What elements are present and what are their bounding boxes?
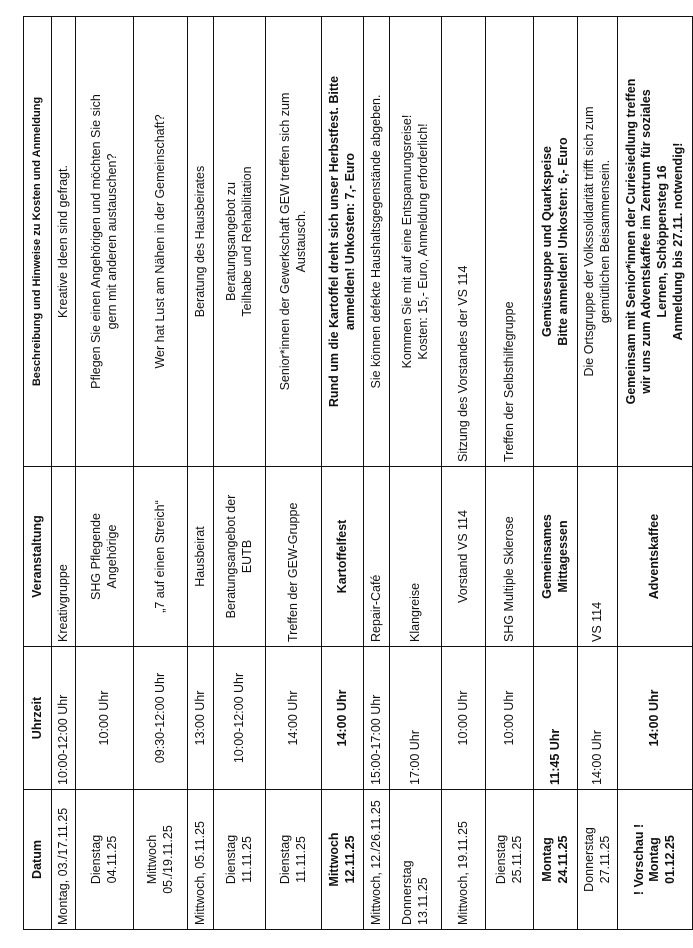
row-description: Beratung des Hausbeirates: [188, 17, 214, 467]
row-description: Rund um die Kartoffel dreht sich unser Herbstfest. Bitte anmelden! Unkosten: 7,- Euro: [322, 17, 364, 467]
row-description: Kreative Ideen sind gefragt.: [52, 17, 76, 467]
header-time: Uhrzeit: [24, 647, 52, 790]
table-row: [188, 17, 214, 930]
row-description: Sitzung des Vorstandes der VS 114: [442, 17, 486, 467]
table-row: [390, 17, 442, 930]
row-event: Repair-Café: [364, 467, 390, 647]
row-time: 13:00 Uhr: [188, 647, 214, 790]
row-time: 14:00 Uhr: [578, 647, 618, 790]
table-row: [534, 17, 578, 930]
row-description: Treffen der Selbsthilfegruppe: [486, 17, 534, 467]
row-date: Mittwoch 05./19.11.25: [134, 790, 188, 930]
row-date: Montag, 03./17.11.25: [52, 790, 76, 930]
row-date: Mittwoch, 19.11.25: [442, 790, 486, 930]
row-description: Gemüsesuppe und Quarkspeise Bitte anmelden! Unkosten: 6,- Euro: [534, 17, 578, 467]
row-event: SHG Multiple Sklerose: [486, 467, 534, 647]
row-description: Beratungsangebot zu Teilhabe und Rehabilitation: [214, 17, 266, 467]
row-event: Klangreise: [390, 467, 442, 647]
row-description: Pflegen Sie einen Angehörigen und möchten Sie sich gern mit anderen austauschen?: [76, 17, 134, 467]
row-date: Mittwoch, 05.11.25: [188, 790, 214, 930]
table-row: [266, 17, 322, 930]
header-date: Datum: [24, 790, 52, 930]
schedule-table: [23, 16, 693, 930]
row-event: Kartoffelfest: [322, 467, 364, 647]
row-time: 10:00-12:00 Uhr: [214, 647, 266, 790]
row-event: Treffen der GEW-Gruppe: [266, 467, 322, 647]
row-date: Dienstag 11.11.25: [266, 790, 322, 930]
table-row: [486, 17, 534, 930]
row-time: 14:00 Uhr: [266, 647, 322, 790]
row-time: 14:00 Uhr: [322, 647, 364, 790]
row-description: Wer hat Lust am Nähen in der Gemeinschaft?: [134, 17, 188, 467]
row-time: 17:00 Uhr: [390, 647, 442, 790]
row-event: VS 114: [578, 467, 618, 647]
row-event: Beratungsangebot der EUTB: [214, 467, 266, 647]
row-description: Die Ortsgruppe der Volkssolidarität trifft sich zum gemütlichen Beisammensein.: [578, 17, 618, 467]
row-date: Dienstag 11.11.25: [214, 790, 266, 930]
row-time: 10:00-12:00 Uhr: [52, 647, 76, 790]
table-row: [134, 17, 188, 930]
row-event: SHG Pflegende Angehörige: [76, 467, 134, 647]
row-event: „7 auf einen Streich“: [134, 467, 188, 647]
row-time: 14:00 Uhr: [618, 647, 693, 790]
row-event: Kreativgruppe: [52, 467, 76, 647]
row-time: 11:45 Uhr: [534, 647, 578, 790]
row-event: Hausbeirat: [188, 467, 214, 647]
header-event: Veranstaltung: [24, 467, 52, 647]
row-date: Dienstag 25.11.25: [486, 790, 534, 930]
row-time: 10:00 Uhr: [442, 647, 486, 790]
table-row: [214, 17, 266, 930]
row-date: Dienstag 04.11.25: [76, 790, 134, 930]
row-date: Montag 24.11.25: [534, 790, 578, 930]
table-row: [442, 17, 486, 930]
row-time: 09:30-12:00 Uhr: [134, 647, 188, 790]
row-event: Vorstand VS 114: [442, 467, 486, 647]
row-time: 10:00 Uhr: [486, 647, 534, 790]
row-time: 15:00-17:00 Uhr: [364, 647, 390, 790]
table-row: [52, 17, 76, 930]
table-row: [364, 17, 390, 930]
row-description: Kommen Sie mit auf eine Entspannungsreise! Kosten: 15,- Euro, Anmeldung erforderlich!: [390, 17, 442, 467]
row-date: Mittwoch 12.11.25: [322, 790, 364, 930]
row-event: Adventskaffee: [618, 467, 693, 647]
table-row: [322, 17, 364, 930]
row-date: ! Vorschau ! Montag 01.12.25: [618, 790, 693, 930]
header-row: [24, 17, 52, 930]
row-description: Gemeinsam mit Senior*innen der Curiesiedlung treffen wir uns zum Adventskaffee im Zentrum für soziales Lernen, Schöppensteg 16 Anmeldung bis 27.11. notwendig!: [618, 17, 693, 467]
row-time: 10:00 Uhr: [76, 647, 134, 790]
table-row: [578, 17, 618, 930]
row-date: Mittwoch, 12./26.11.25: [364, 790, 390, 930]
row-date: Donnerstag 13.11.25: [390, 790, 442, 930]
row-description: Senior*innen der Gewerkschaft GEW treffen sich zum Austausch.: [266, 17, 322, 467]
table-row: [76, 17, 134, 930]
header-description: Beschreibung und Hinweise zu Kosten und Anmeldung: [24, 17, 52, 467]
table-row: [618, 17, 693, 930]
row-date: Donnerstag 27.11.25: [578, 790, 618, 930]
row-event: Gemeinsames Mittagessen: [534, 467, 578, 647]
row-description: Sie können defekte Haushaltsgegenstände abgeben.: [364, 17, 390, 467]
